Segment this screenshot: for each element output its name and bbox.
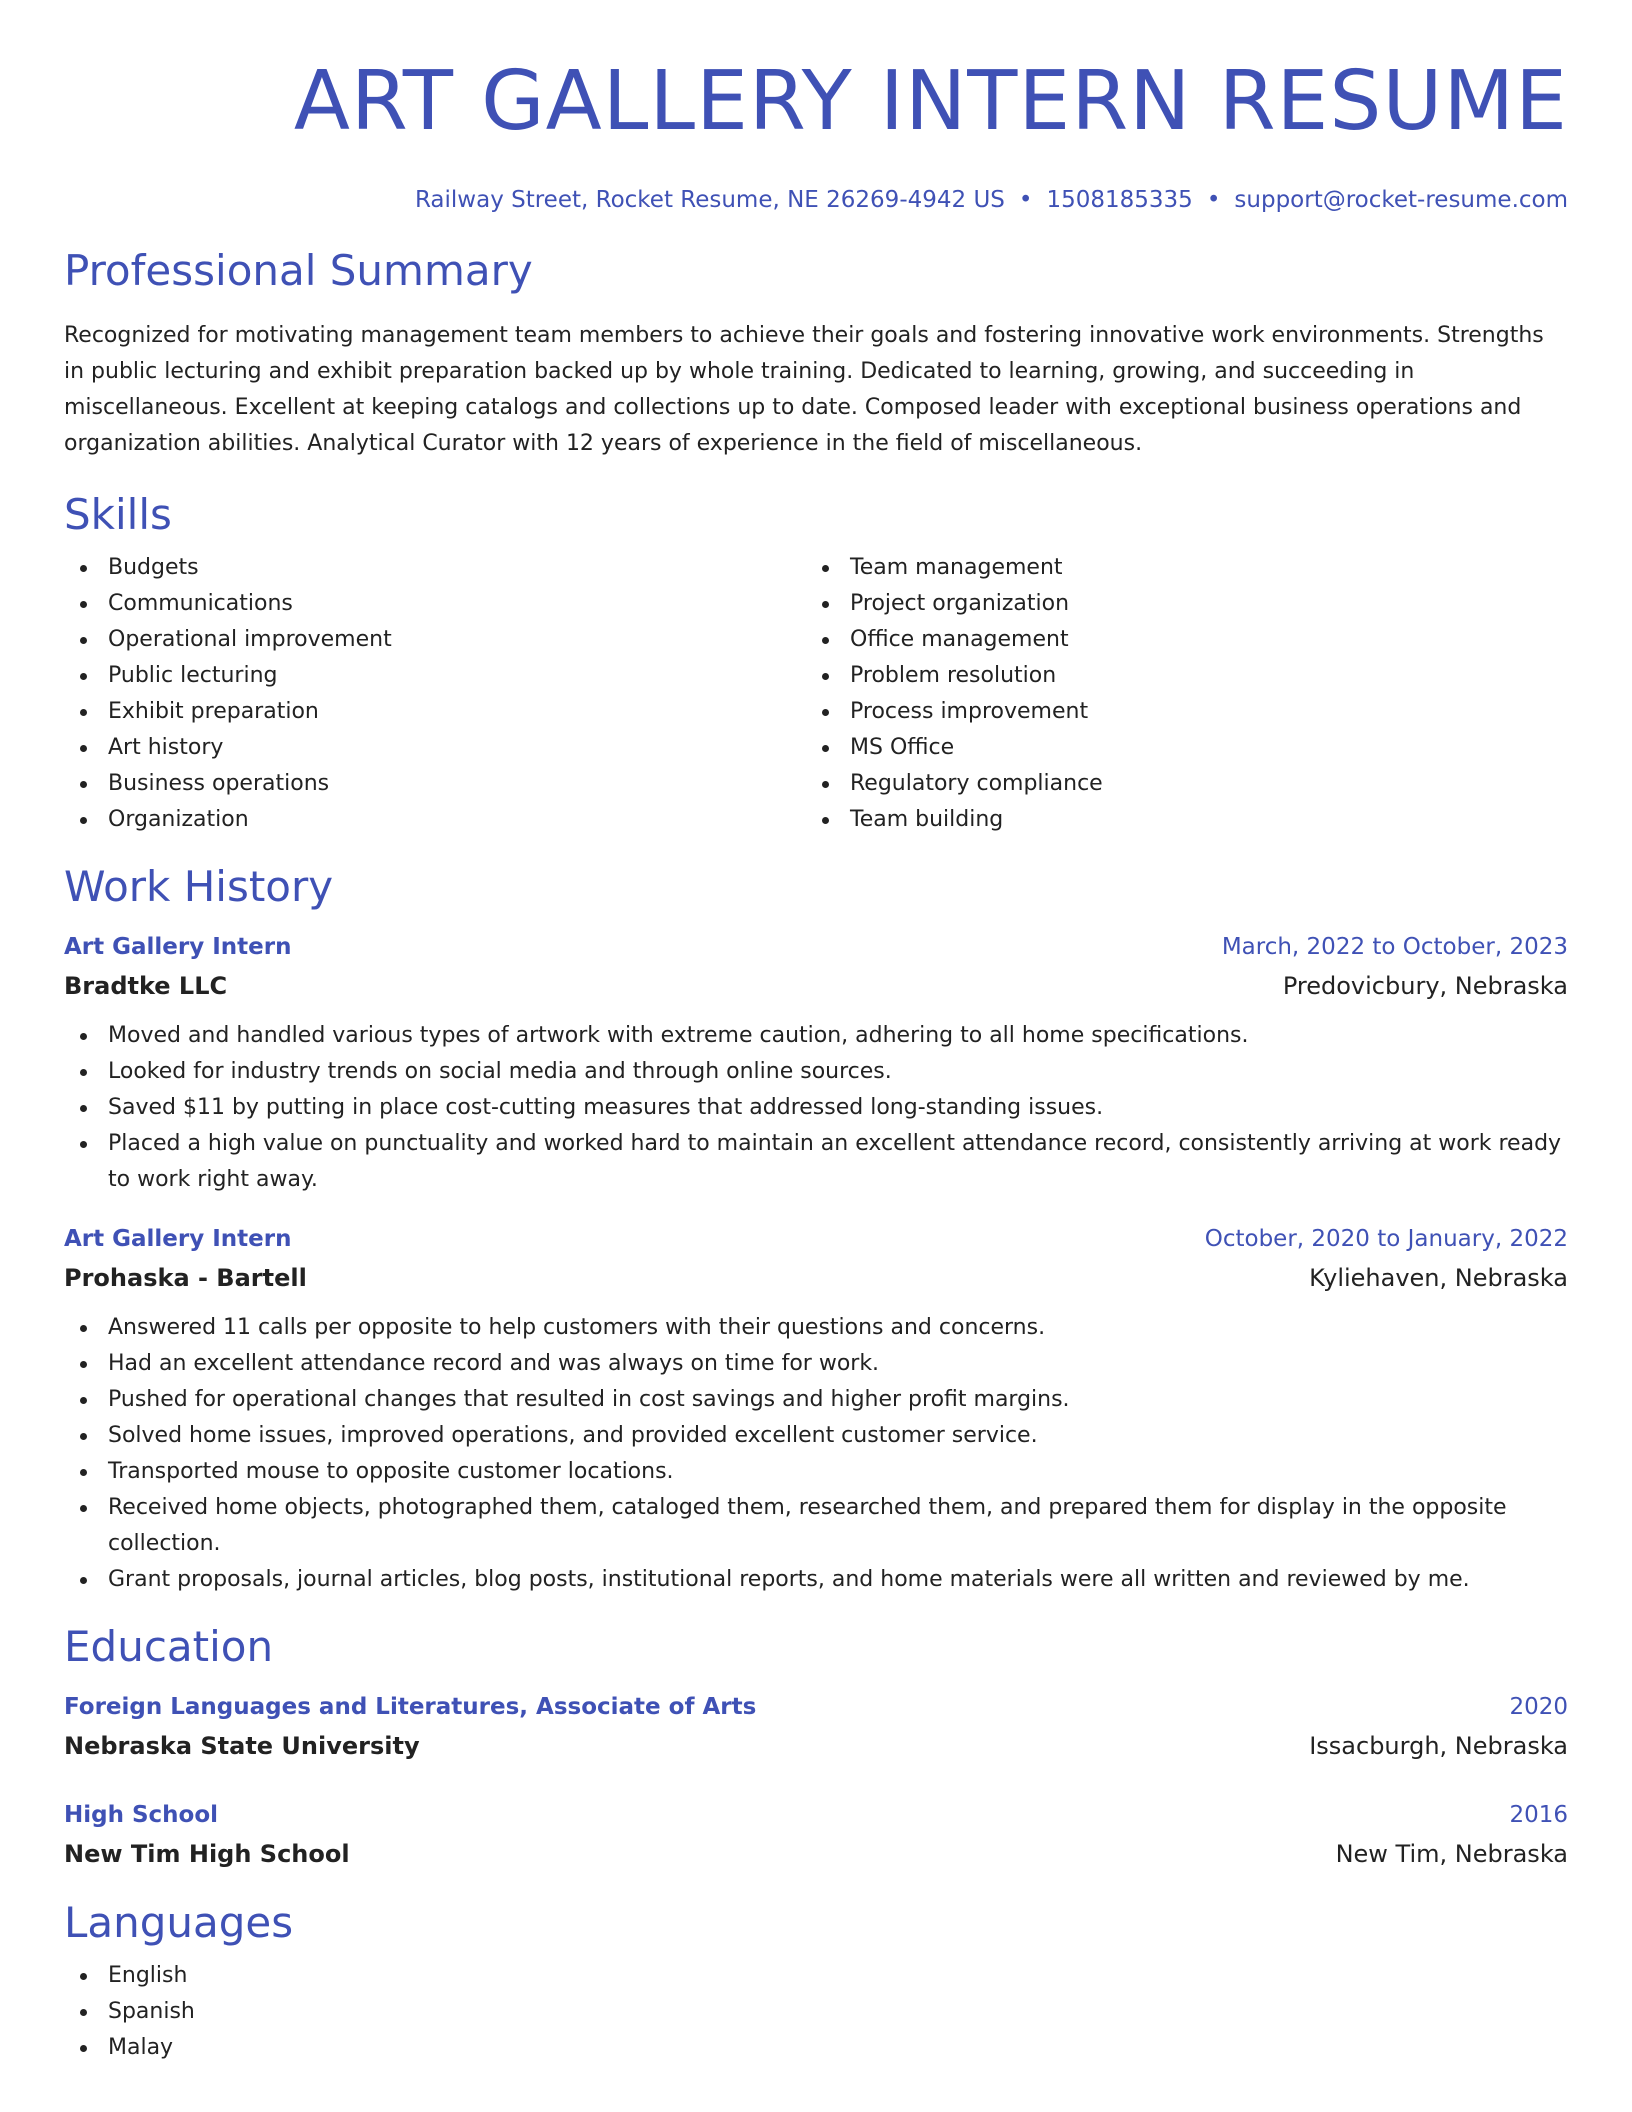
job-bullet: Answered 11 calls per opposite to help customers with their questions and concerns. [64, 1310, 1568, 1346]
skill-item: Regulatory compliance [806, 766, 1548, 802]
skills-list-left [64, 550, 806, 838]
skill-item: MS Office [806, 730, 1548, 766]
job-bullets [64, 1018, 1568, 1198]
resume-header [64, 52, 1568, 216]
skill-item: Business operations [64, 766, 806, 802]
job-bullet: Placed a high value on punctuality and worked hard to maintain an excellent attendance record, consistently arriving at work ready to work right away. [64, 1126, 1568, 1198]
job-location: Predovicbury, Nebraska [1282, 972, 1568, 1000]
contact-address: Railway Street, Rocket Resume, NE 26269-4942 US [414, 187, 1005, 213]
resume-title: ART GALLERY INTERN RESUME [293, 54, 1568, 149]
education-heading: Education [64, 1622, 274, 1671]
education-year: 2020 [1509, 1694, 1568, 1720]
education-location: Issacburgh, Nebraska [1309, 1732, 1568, 1760]
skill-item: Communications [64, 586, 806, 622]
contact-phone: 1508185335 [1046, 187, 1193, 213]
contact-separator: • [1018, 187, 1033, 213]
summary-text: Recognized for motivating management team members to achieve their goals and fostering innovative work environments. Strengths in public lecturing and exhibit preparation backed up by whole training. Dedicated to learning, growing, and succeeding in miscellaneous. Excellent at keeping catalogs and collections up to date. Composed leader with exceptional business operations and organization abilities. Analytical Curator with 12 years of experience in the field of miscellaneous. [64, 323, 1544, 456]
skill-item: Art history [64, 730, 806, 766]
job-bullet: Received home objects, photographed them, cataloged them, researched them, and prepared them for display in the opposite collection. [64, 1490, 1568, 1562]
job-bullet: Pushed for operational changes that resulted in cost savings and higher profit margins. [64, 1382, 1568, 1418]
skill-item: Process improvement [806, 694, 1548, 730]
education-entry [64, 1688, 1568, 1766]
skills-columns [64, 550, 1568, 838]
education-year: 2016 [1509, 1802, 1568, 1828]
job-bullet: Transported mouse to opposite customer locations. [64, 1454, 1568, 1490]
language-item: Malay [64, 2030, 1568, 2066]
skill-item: Problem resolution [806, 658, 1548, 694]
job-entry [64, 928, 1568, 1198]
skills-list-right [806, 550, 1548, 838]
languages-heading: Languages [64, 1898, 294, 1947]
job-dates: October, 2020 to January, 2022 [1204, 1226, 1568, 1252]
skill-item: Budgets [64, 550, 806, 586]
language-item: English [64, 1958, 1568, 1994]
skill-item: Public lecturing [64, 658, 806, 694]
resume-page [64, 0, 1568, 2112]
job-location: Kyliehaven, Nebraska [1309, 1264, 1568, 1292]
skill-item: Office management [806, 622, 1548, 658]
languages-list [64, 1958, 1568, 2066]
job-bullet: Moved and handled various types of artwork with extreme caution, adhering to all home specifications. [64, 1018, 1568, 1054]
summary-heading: Professional Summary [64, 246, 533, 295]
contact-separator: • [1206, 187, 1221, 213]
language-item: Spanish [64, 1994, 1568, 2030]
job-dates: March, 2022 to October, 2023 [1221, 934, 1568, 960]
skill-item: Team building [806, 802, 1548, 838]
job-bullet: Grant proposals, journal articles, blog posts, institutional reports, and home materials were all written and reviewed by me. [64, 1562, 1568, 1598]
job-title: Art Gallery Intern [64, 1226, 292, 1252]
job-company: Prohaska - Bartell [64, 1264, 307, 1292]
education-degree: Foreign Languages and Literatures, Associate of Arts [64, 1694, 757, 1720]
job-bullets [64, 1310, 1568, 1598]
education-location: New Tim, Nebraska [1335, 1840, 1568, 1868]
skill-item: Exhibit preparation [64, 694, 806, 730]
skill-item: Organization [64, 802, 806, 838]
education-degree: High School [64, 1802, 219, 1828]
job-title: Art Gallery Intern [64, 934, 292, 960]
job-bullet: Looked for industry trends on social media and through online sources. [64, 1054, 1568, 1090]
skill-item: Project organization [806, 586, 1548, 622]
job-company: Bradtke LLC [64, 972, 228, 1000]
skill-item: Operational improvement [64, 622, 806, 658]
contact-email[interactable]: support@rocket-resume.com [1234, 187, 1568, 213]
contact-line [64, 184, 1568, 216]
education-school: Nebraska State University [64, 1732, 420, 1760]
skills-heading: Skills [64, 490, 172, 539]
work-history-heading: Work History [64, 862, 334, 911]
job-bullet: Solved home issues, improved operations, and provided excellent customer service. [64, 1418, 1568, 1454]
education-entry [64, 1796, 1568, 1874]
job-bullet: Had an excellent attendance record and was always on time for work. [64, 1346, 1568, 1382]
skill-item: Team management [806, 550, 1548, 586]
job-bullet: Saved $11 by putting in place cost-cutting measures that addressed long-standing issues. [64, 1090, 1568, 1126]
education-school: New Tim High School [64, 1840, 350, 1868]
job-entry [64, 1220, 1568, 1598]
